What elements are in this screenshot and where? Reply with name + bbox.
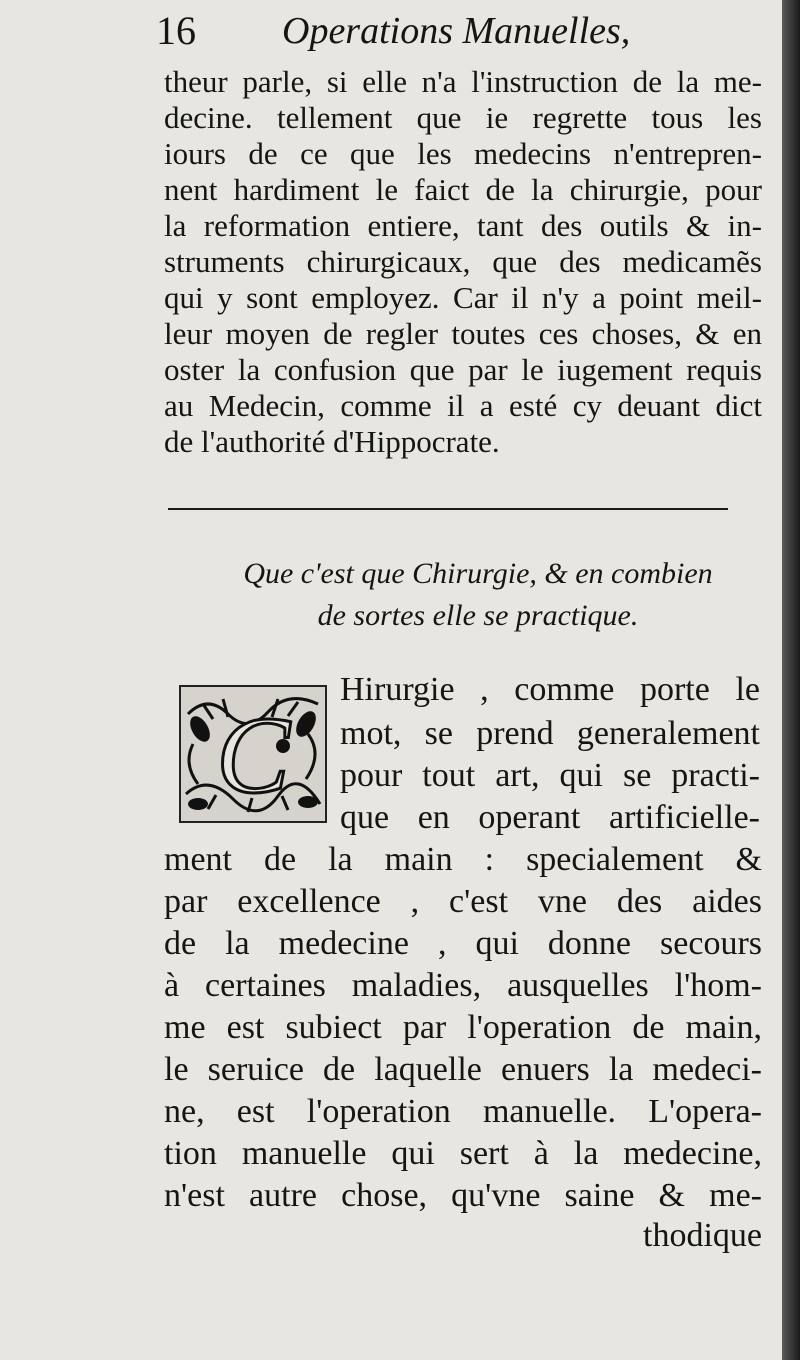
initial-letter: C [216,694,290,816]
text-line: decine. tellement que ie regrette tous les [164,100,762,135]
page-header [150,6,670,56]
text-line: le seruice de laquelle enuers la medeci- [164,1051,762,1088]
text-line: la reformation entiere, tant des outils & in- [164,208,762,243]
text-line: de la medecine , qui donne secours [164,925,762,962]
foliage-ornament-icon [178,684,328,824]
text-line: ne, est l'operation manuelle. L'opera- [164,1093,762,1130]
catchword: thodique [643,1217,762,1254]
text-line: tion manuelle qui sert à la medecine, [164,1135,762,1172]
text-line: theur parle, si elle n'a l'instruction de la me- [164,64,762,99]
text-line: ment de la main : specialement & [164,841,762,878]
text-line: par excellence , c'est vne des aides [164,883,762,920]
text-line: qui y sont employez. Car il n'y a point meil- [164,280,762,315]
text-line: iours de ce que les medecins n'entrepren- [164,136,762,171]
decorated-initial [178,684,328,824]
text-line: nent hardiment le faict de la chirurgie, pour [164,172,762,207]
page-number: 16 [156,8,196,53]
section-heading-line: Que c'est que Chirurgie, & en combien [243,557,713,590]
text-line: que en operant artificielle- [340,799,760,836]
text-line: n'est autre chose, qu'vne saine & me- [164,1177,762,1214]
page-edge-shadow [782,0,800,1360]
text-line: Hirurgie , comme porte le [340,671,760,708]
text-line: pour tout art, qui se practi- [340,757,760,794]
text-line: me est subiect par l'operation de main, [164,1009,762,1046]
text-line: au Medecin, comme il a esté cy deuant dict [164,388,762,423]
text-line: oster la confusion que par le iugement requis [164,352,762,387]
text-line: struments chirurgicaux, que des medicamẽs [164,244,762,279]
section-divider [168,508,728,510]
text-line: mot, se prend generalement [340,715,760,752]
section-heading-line: de sortes elle se practique. [317,599,639,632]
text-line: à certaines maladies, ausquelles l'hom- [164,967,762,1004]
running-head: Operations Manuelles, [282,10,631,52]
text-line: de l'authorité d'Hippocrate. [164,424,500,459]
text-line: leur moyen de regler toutes ces choses, & en [164,316,762,351]
